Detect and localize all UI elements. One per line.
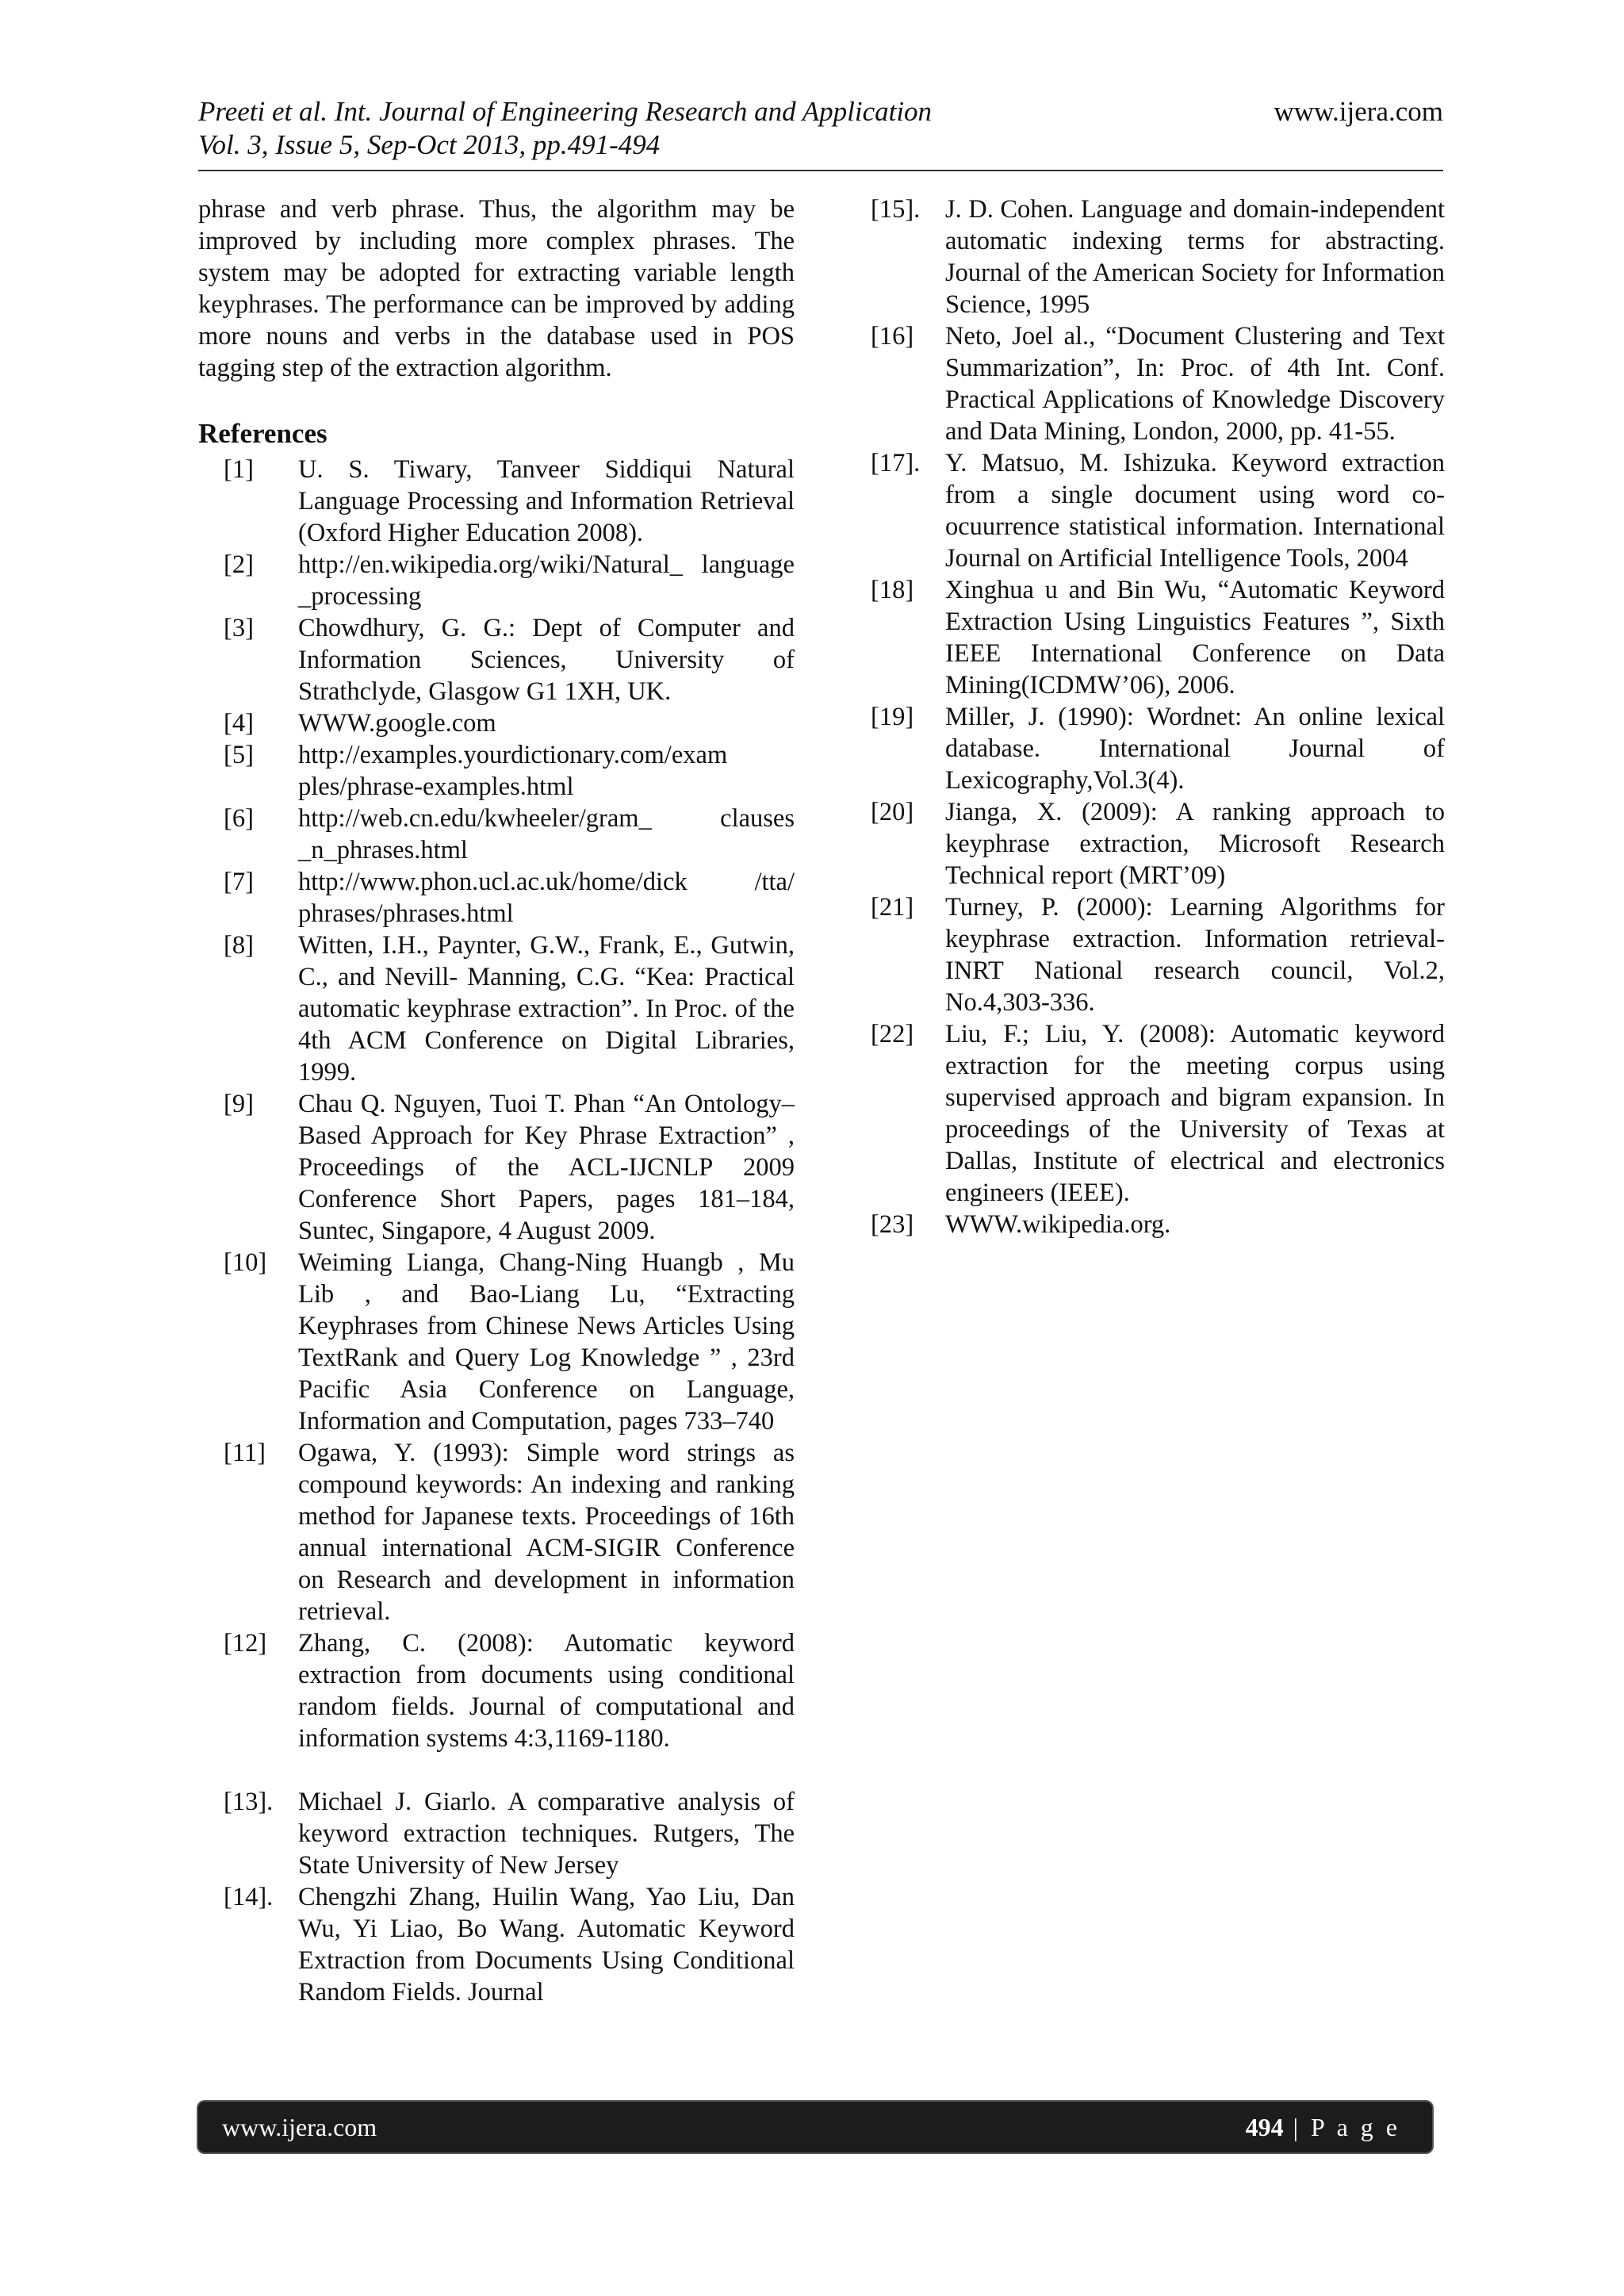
reference-number: [21] [871, 893, 914, 922]
page-label: | P a g e [1293, 2113, 1400, 2141]
reference-number: [22] [871, 1020, 914, 1048]
reference-text: WWW.google.com [298, 709, 496, 738]
reference-text: Xinghua u and Bin Wu, “Automatic Keyword Extraction Using Linguistics Features ”, Sixth IEEE International Conference on Data Mining(ICDMW’06), 2006. [945, 576, 1445, 700]
reference-number: [20] [871, 798, 914, 826]
reference-text: Zhang, C. (2008): Automatic keyword extraction from documents using conditional random fields. Journal of computational and information systems 4:3,1169-1180. [298, 1629, 795, 1753]
reference-number: [12] [224, 1629, 267, 1658]
reference-text: Michael J. Giarlo. A comparative analysis of keyword extraction techniques. Rutgers, The State University of New Jersey [298, 1788, 795, 1880]
left-column [198, 194, 795, 2008]
reference-item [198, 866, 795, 930]
reference-item [864, 574, 1445, 701]
reference-item [198, 1627, 795, 1754]
reference-item [198, 612, 795, 707]
reference-item [198, 930, 795, 1088]
intro-paragraph: phrase and verb phrase. Thus, the algorithm may be improved by including more complex phrases. The system may be adopted for extracting variable length keyphrases. The performance can be improved by adding more nouns and verbs in the database used in POS tagging step of the extraction algorithm. [198, 195, 795, 382]
reference-text: Neto, Joel al., “Document Clustering and Text Summarization”, In: Proc. of 4th Int. Conf. Practical Applications of Knowledge Discovery and Data Mining, London, 2000, pp. 41-55. [945, 322, 1445, 446]
reference-item [864, 701, 1445, 796]
reference-text: Chengzhi Zhang, Huilin Wang, Yao Liu, Dan Wu, Yi Liao, Bo Wang. Automatic Keyword Extraction from Documents Using Conditional Random Fields. Journal [298, 1883, 795, 2007]
reference-text: J. D. Cohen. Language and domain-independent automatic indexing terms for abstracting. Journal of the American Society for Information Science, 1995 [945, 195, 1445, 319]
reference-number: [7] [224, 868, 254, 896]
header-divider [198, 170, 1443, 171]
reference-item [198, 1088, 795, 1247]
reference-number: [18] [871, 576, 914, 604]
reference-item [864, 1018, 1445, 1209]
reference-text: Turney, P. (2000): Learning Algorithms for keyphrase extraction. Information retrieval-INRT National research council, Vol.2, No.4,303-336. [945, 893, 1445, 1017]
reference-item [198, 803, 795, 866]
reference-item [198, 1437, 795, 1627]
reference-text: Ogawa, Y. (1993): Simple word strings as compound keywords: An indexing and ranking method for Japanese texts. Proceedings of 16th annual international ACM-SIGIR Conference on Research and development in information retrieval. [298, 1439, 795, 1626]
reference-list-left [198, 454, 795, 2008]
reference-number: [23] [871, 1210, 914, 1239]
references-heading: References [198, 418, 327, 449]
journal-line-1: Preeti et al. Int. Journal of Engineering Research and Application [198, 96, 933, 127]
header-website-link[interactable]: www.ijera.com [1274, 96, 1443, 127]
footer-website-link[interactable]: www.ijera.com [222, 2113, 377, 2141]
page-indicator [1246, 2102, 1400, 2152]
reference-number: [11] [224, 1439, 266, 1467]
reference-item [198, 454, 795, 549]
reference-text: Liu, F.; Liu, Y. (2008): Automatic keyword extraction for the meeting corpus using supervised approach and bigram expansion. In proceedings of the University of Texas at Dallas, Institute of electrical and electronics engineers (IEEE). [945, 1020, 1445, 1207]
reference-text: http://web.cn.edu/kwheeler/gram_ clauses _n_phrases.html [298, 804, 795, 864]
reference-text: Miller, J. (1990): Wordnet: An online lexical database. International Journal of Lexicography,Vol.3(4). [945, 703, 1445, 795]
reference-text: Y. Matsuo, M. Ishizuka. Keyword extraction from a single document using word co-ocuurrence statistical information. International Journal on Artificial Intelligence Tools, 2004 [945, 449, 1445, 573]
reference-text: http://www.phon.ucl.ac.uk/home/dick /tta/ phrases/phrases.html [298, 868, 795, 928]
right-column [864, 194, 1445, 1240]
reference-number: [8] [224, 931, 254, 960]
reference-text: U. S. Tiwary, Tanveer Siddiqui Natural Language Processing and Information Retrieval (Oxford Higher Education 2008). [298, 455, 795, 547]
reference-number: [19] [871, 703, 914, 731]
reference-text: Witten, I.H., Paynter, G.W., Frank, E., Gutwin, C., and Nevill- Manning, C.G. “Kea: Practical automatic keyphrase extraction”. In Proc. of the 4th ACM Conference on Digital Libraries, 1999. [298, 931, 795, 1087]
reference-item [198, 739, 795, 803]
reference-number: [6] [224, 804, 254, 833]
reference-item [198, 549, 795, 612]
reference-list-right [864, 194, 1445, 1240]
reference-text: http://examples.yourdictionary.com/exam ples/phrase-examples.html [298, 741, 728, 801]
reference-text: Chowdhury, G. G.: Dept of Computer and Information Sciences, University of Strathclyde, Glasgow G1 1XH, UK. [298, 614, 795, 706]
reference-number: [17]. [871, 449, 921, 477]
reference-item [864, 194, 1445, 320]
reference-number: [15]. [871, 195, 921, 224]
reference-number: [1] [224, 455, 254, 484]
reference-item [864, 796, 1445, 891]
reference-item [864, 447, 1445, 574]
reference-item [198, 1881, 795, 2008]
reference-number: [9] [224, 1090, 254, 1118]
reference-number: [2] [224, 550, 254, 579]
reference-number: [16] [871, 322, 914, 351]
journal-citation [198, 95, 1229, 162]
reference-number: [13]. [224, 1788, 274, 1816]
reference-text: Weiming Lianga, Chang-Ning Huangb , Mu Lib , and Bao-Liang Lu, “Extracting Keyphrases from Chinese News Articles Using TextRank and Query Log Knowledge ” , 23rd Pacific Asia Conference on Language, Information and Computation, pages 733–740 [298, 1248, 795, 1435]
reference-item [198, 1786, 795, 1881]
journal-line-2: Vol. 3, Issue 5, Sep-Oct 2013, pp.491-494 [198, 129, 661, 160]
reference-item [198, 1247, 795, 1437]
reference-number: [14]. [224, 1883, 274, 1911]
reference-text: http://en.wikipedia.org/wiki/Natural_ language _processing [298, 550, 795, 611]
reference-text: Jianga, X. (2009): A ranking approach to keyphrase extraction, Microsoft Research Technical report (MRT’09) [945, 798, 1445, 890]
reference-number: [10] [224, 1248, 267, 1277]
reference-number: [5] [224, 741, 254, 769]
reference-item [864, 1209, 1445, 1240]
reference-text: WWW.wikipedia.org. [945, 1210, 1171, 1239]
reference-item [198, 707, 795, 739]
page-footer [197, 2100, 1434, 2154]
reference-number: [4] [224, 709, 254, 738]
reference-text: Chau Q. Nguyen, Tuoi T. Phan “An Ontology–Based Approach for Key Phrase Extraction” , Proceedings of the ACL-IJCNLP 2009 Conference Short Papers, pages 181–184, Suntec, Singapore, 4 August 2009. [298, 1090, 795, 1245]
reference-item [864, 891, 1445, 1018]
reference-number: [3] [224, 614, 254, 642]
reference-item [864, 320, 1445, 447]
page-number: 494 [1245, 2113, 1284, 2141]
